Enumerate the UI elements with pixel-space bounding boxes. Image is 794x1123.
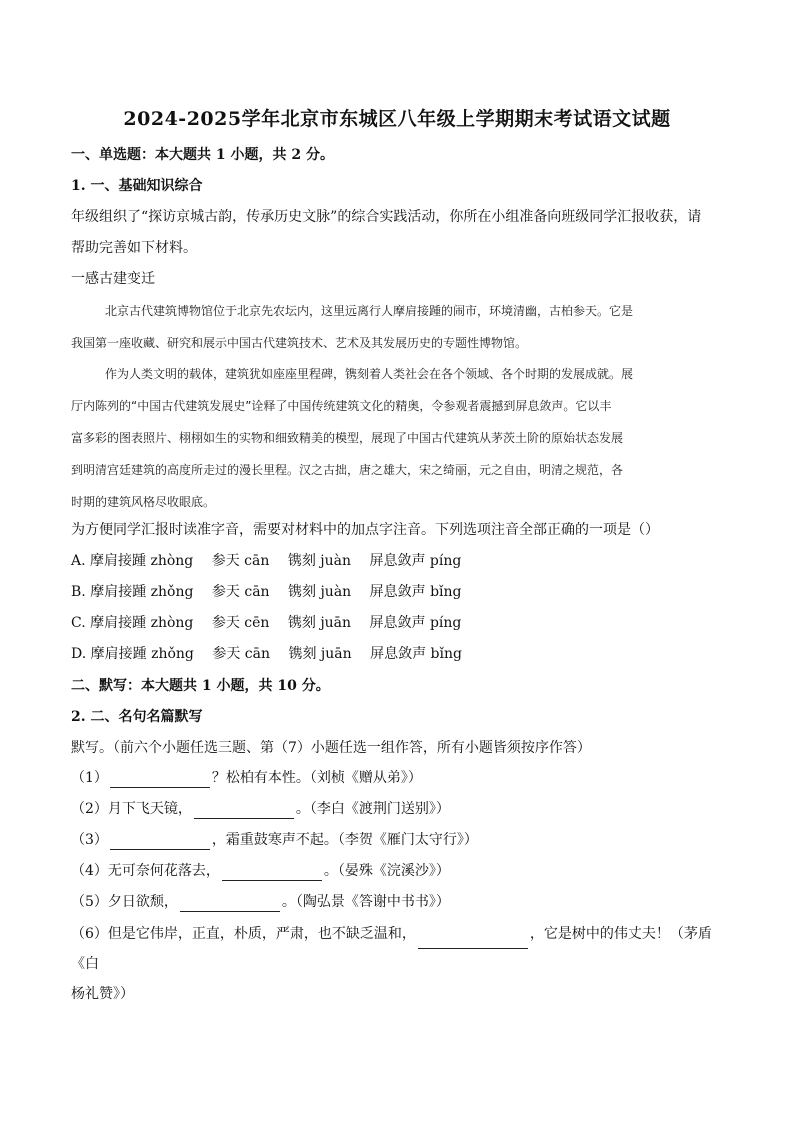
item-prefix: （3） [71,832,108,848]
option-d[interactable] [71,644,462,664]
item-prefix: （5）夕日欲颓， [71,894,178,910]
dictation-item-4 [71,861,450,881]
question-stem: 为方便同学汇报时读准字音，需要对材料中的加点字注音。下列选项注音全部正确的一项是（） [71,522,659,538]
item-suffix: ？松柏有本性。（刘桢《赠从弟》） [211,770,422,786]
dictation-item-3 [71,830,478,850]
option-a[interactable] [71,551,461,571]
option-c[interactable] [71,613,461,633]
option-part: 镌刻 juàn [287,553,351,569]
dictation-item-2 [71,799,450,819]
subheading: 一感古建变迁 [71,271,155,287]
dictation-item-1 [71,768,422,788]
question2-heading: 2. 二、名句名篇默写 [71,709,203,725]
passage-line: 富多彩的图表照片、栩栩如生的实物和细致精美的模型，展现了中国古代建筑从茅茨土阶的原始状态发展 [71,431,624,445]
intro-line-1: 年级组织了“探访京城古韵，传承历史文脉”的综合实践活动，你所在小组准备向班级同学汇报收获，请 [71,209,702,225]
passage-paragraph-1 [71,295,721,359]
dictation-instruction: 默写。（前六个小题任选三题、第（7）小题任选一组作答，所有小题皆须按序作答） [71,740,591,756]
passage-line: 作为人类文明的载体，建筑犹如座座里程碑，镌刻着人类社会在各个领域、各个时期的发展成就。展 [105,367,634,381]
item-suffix: 。（李白《渡荆门送别》） [295,801,450,817]
section1-heading: 一、单选题：本大题共 1 小题，共 2 分。 [71,147,334,163]
item-prefix: （1） [71,770,108,786]
passage-line: 到明清宫廷建筑的高度所走过的漫长里程。汉之古拙，唐之雄大，宋之绮丽，元之自由，明清之规范，各 [71,463,624,477]
answer-blank[interactable] [110,773,210,788]
option-part: 镌刻 juān [287,615,352,631]
option-part: 镌刻 juàn [288,584,352,600]
item6-line-1 [71,919,731,979]
option-part: 屏息敛声 píng [369,553,462,569]
passage-line: 北京古代建筑博物馆位于北京先农坛内，这里远离行人摩肩接踵的闹市，环境清幽，古柏参天。它是 [105,304,634,318]
section2-heading: 二、默写：本大题共 1 小题，共 10 分。 [71,678,330,694]
answer-blank[interactable] [418,934,528,949]
option-part: 屏息敛声 píng [369,615,462,631]
intro-line-2: 帮助完善如下材料。 [71,240,197,256]
answer-blank[interactable] [180,897,280,912]
dictation-item-5 [71,892,450,912]
item6-line-2: 杨礼赞》） [71,986,134,1002]
option-part: 参天 cēn [211,615,270,631]
item-suffix: 。（晏殊《浣溪沙》） [323,863,450,879]
passage-line: 厅内陈列的“中国古代建筑发展史”诠释了中国传统建筑文化的精奥，令参观者震撼到屏息敛声。它以丰 [71,399,612,413]
dictation-item-6 [71,919,731,1009]
option-part: 屏息敛声 bǐng [369,584,462,600]
answer-blank[interactable] [110,835,210,850]
item-suffix: ，它是树中的伟丈夫！（茅盾《白 [71,926,712,972]
page-title: 2024-2025学年北京市东城区八年级上学期期末考试语文试题 [123,108,671,130]
passage-line: 我国第一座收藏、研究和展示中国古代建筑技术、艺术及其发展历史的专题性博物馆。 [71,336,528,350]
item-suffix: ，霜重鼓寒声不起。（李贺《雁门太守行》） [211,832,478,848]
item-prefix: （2）月下飞天镜， [71,801,192,817]
answer-blank[interactable] [222,866,322,881]
option-label: A. 摩肩接踵 zhòng [71,553,194,569]
option-b[interactable] [71,582,462,602]
passage-paragraph-2 [71,358,721,518]
option-label: C. 摩肩接踵 zhòng [71,615,194,631]
question1-heading: 1. 一、基础知识综合 [71,178,203,194]
option-part: 屏息敛声 bǐng [370,646,462,662]
option-label: D. 摩肩接踵 zhǒng [71,646,194,662]
passage-line: 时期的建筑风格尽收眼底。 [71,495,216,509]
option-part: 参天 cān [212,646,270,662]
answer-blank[interactable] [194,804,294,819]
option-part: 参天 cān [211,584,270,600]
item-prefix: （6）但是它伟岸，正直，朴质，严肃，也不缺乏温和， [71,926,416,942]
item-prefix: （4）无可奈何花落去， [71,863,220,879]
option-label: B. 摩肩接踵 zhǒng [71,584,194,600]
option-part: 镌刻 juān [288,646,352,662]
item-suffix: 。（陶弘景《答谢中书书》） [281,894,450,910]
option-part: 参天 cān [211,553,270,569]
